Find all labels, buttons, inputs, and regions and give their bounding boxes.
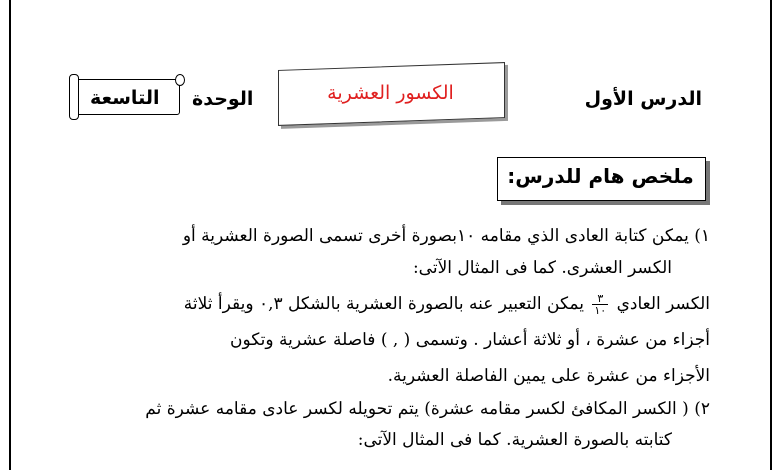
summary-title: ملخص هام للدرس: <box>507 164 694 188</box>
paragraph-2-line-3: الأجزاء من عشرة على يمين الفاصلة العشرية. <box>387 366 710 386</box>
page-border-left <box>9 0 11 470</box>
paragraph-1-line-2: الكسر العشرى. كما فى المثال الآتى: <box>412 258 672 278</box>
unit-value: التاسعة <box>86 87 163 109</box>
paragraph-3-line-2: كتابته بالصورة العشرية. كما فى المثال الآتى: <box>357 430 672 450</box>
paragraph-2-line-2: أجزاء من عشرة ، أو ثلاثة أعشار . وتسمى ( , ) فاصلة عشرية وتكون <box>230 330 710 350</box>
paragraph-3-line-1: ٢) ( الكسر المكافئ لكسر مقامه عشرة) يتم تحويله لكسر عادى مقامه عشرة ثم <box>145 399 710 419</box>
topic-title: الكسور العشرية <box>327 82 454 104</box>
fraction-three-tenths <box>592 293 608 316</box>
page-border-right <box>770 0 772 470</box>
fraction-trail-text: يمكن التعبير عنه بالصورة العشرية بالشكل ٠,٣ ويقرأ ثلاثة <box>183 294 584 314</box>
fraction-denominator: ١٠ <box>594 304 607 317</box>
fraction-numerator: ٣ <box>592 293 608 305</box>
paragraph-1-line-1: ١) يمكن كتابة العادى الذي مقامه ١٠بصورة أخرى تسمى الصورة العشرية أو <box>182 226 710 246</box>
fraction-lead-text: الكسر العادي <box>616 294 710 314</box>
paragraph-2-line-1 <box>30 292 710 316</box>
unit-label: الوحدة <box>192 88 254 110</box>
lesson-title: الدرس الأول <box>584 88 702 110</box>
